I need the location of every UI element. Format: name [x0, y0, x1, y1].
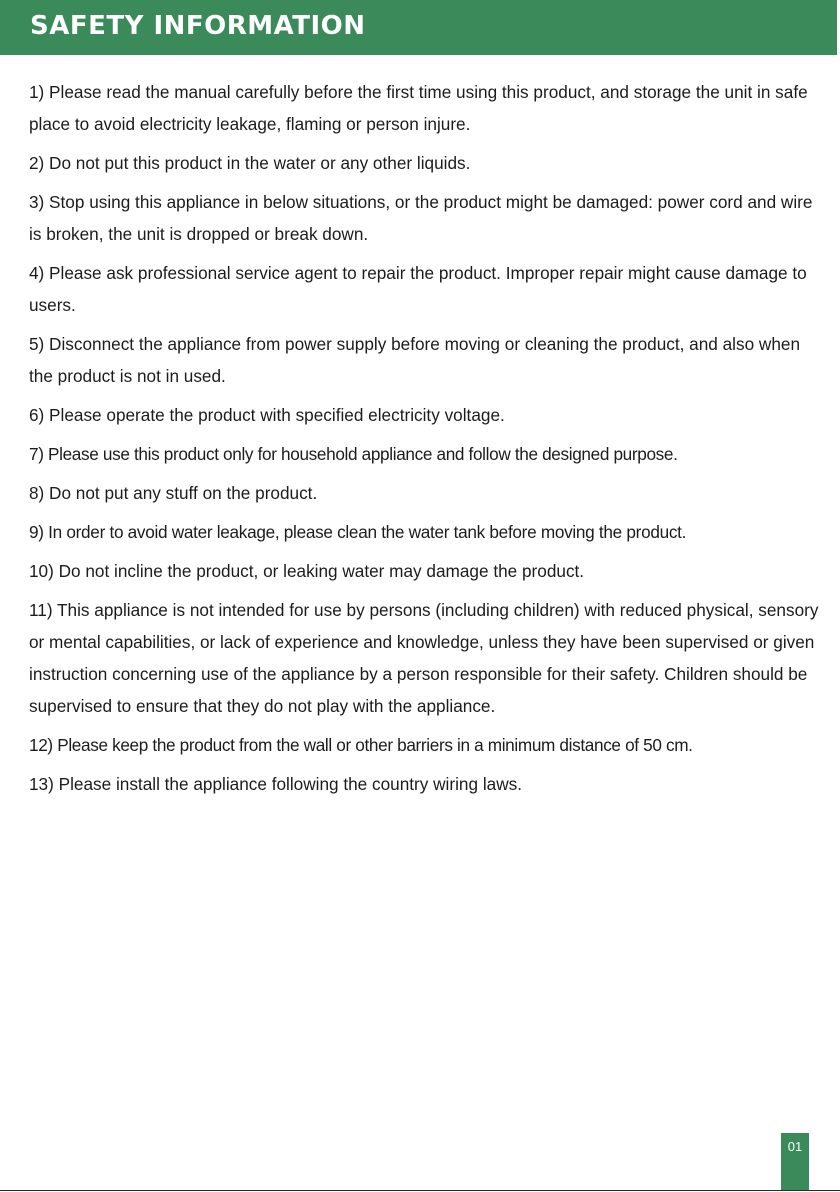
safety-item-8: 8) Do not put any stuff on the product.: [29, 483, 318, 503]
safety-item-11: 11) This appliance is not intended for use by persons (including children) with reduced physical, sensory or mental capabilities, or lack of experience and knowledge, unless they have been supervised or given instruction concerning use of the appliance by a person responsible for their safety. Children should be supervised to ensure that they do not play with the appliance.: [29, 600, 819, 716]
page-number: 01: [781, 1133, 809, 1191]
footer-divider: [0, 1190, 840, 1191]
safety-item-3: 3) Stop using this appliance in below situations, or the product might be damaged: power cord and wire is broken, the unit is dropped or break down.: [29, 192, 813, 244]
section-header-bar: [0, 0, 837, 55]
safety-item-9: 9) In order to avoid water leakage, please clean the water tank before moving the product.: [29, 522, 687, 542]
safety-item-1: 1) Please read the manual carefully before the first time using this product, and storage the unit in safe place to avoid electricity leakage, flaming or person injure.: [29, 82, 808, 134]
safety-item-2: 2) Do not put this product in the water or any other liquids.: [29, 153, 471, 173]
safety-item-5: 5) Disconnect the appliance from power supply before moving or cleaning the product, and also when the product is not in used.: [29, 334, 801, 386]
safety-item-6: 6) Please operate the product with specified electricity voltage.: [29, 405, 505, 425]
safety-item-7: 7) Please use this product only for household appliance and follow the designed purpose.: [29, 444, 678, 464]
safety-item-4: 4) Please ask professional service agent to repair the product. Improper repair might cause damage to users.: [29, 263, 807, 315]
safety-list: [29, 76, 819, 807]
page-title: SAFETY INFORMATION: [30, 11, 366, 41]
safety-item-12: 12) Please keep the product from the wall or other barriers in a minimum distance of 50 cm.: [29, 735, 693, 755]
safety-item-13: 13) Please install the appliance following the country wiring laws.: [29, 774, 522, 794]
safety-item-10: 10) Do not incline the product, or leaking water may damage the product.: [29, 561, 585, 581]
